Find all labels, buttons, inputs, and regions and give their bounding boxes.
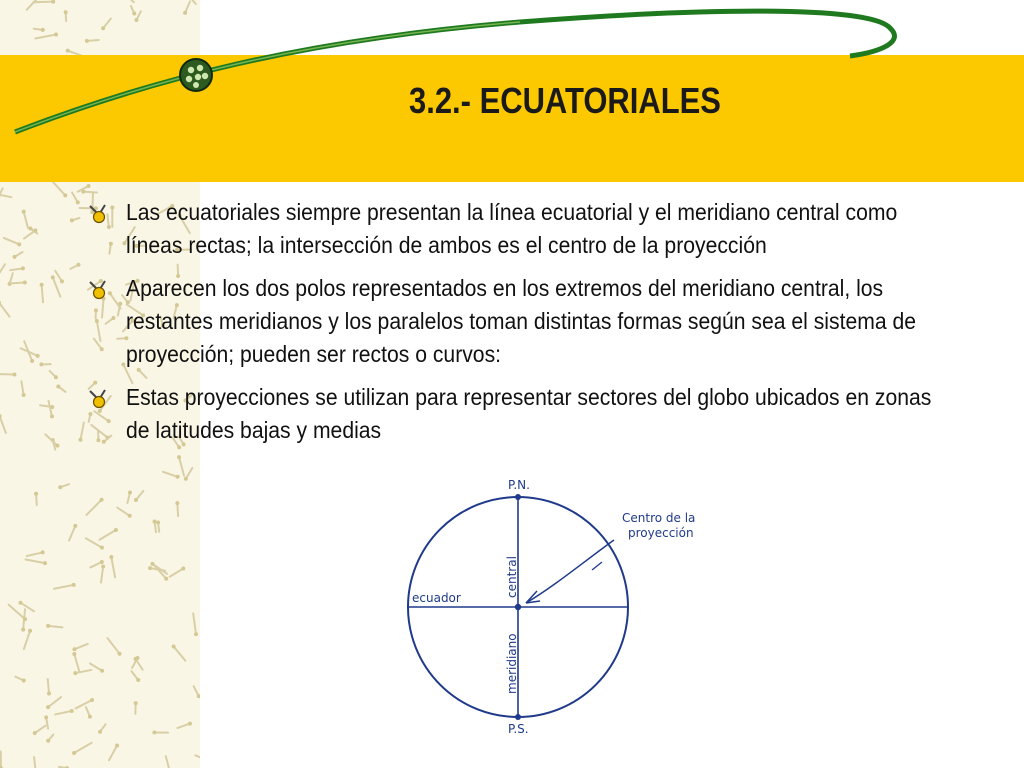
orb-icon	[180, 59, 212, 91]
north-pole-label: P.N.	[508, 478, 530, 492]
projection-diagram	[396, 470, 756, 766]
south-pole-point	[515, 714, 521, 720]
arrow-head-icon	[526, 591, 540, 603]
bullet-text: Estas proyecciones se utilizan para representar sectores del globo ubicados en zonas de latitudes bajas y medias	[126, 384, 932, 443]
meridian-top-label: central	[505, 556, 519, 598]
bullet-item	[88, 272, 968, 371]
bullet-item	[88, 196, 968, 262]
meridian-bottom-label: meridiano	[505, 633, 519, 694]
bullet-icon	[88, 204, 110, 224]
center-label-line2: proyección	[628, 526, 694, 540]
bullet-icon	[88, 389, 110, 409]
center-label-line1: Centro de la	[622, 511, 696, 525]
arrow-line	[526, 540, 614, 603]
north-pole-point	[515, 494, 521, 500]
center-point	[515, 604, 521, 610]
bullet-text: Aparecen los dos polos representados en los extremos del meridiano central, los restantes meridianos y los paralelos toman distintas formas según sea el sistema de proyección; pueden ser rectos o curvos:	[126, 275, 916, 367]
bullet-item	[88, 381, 968, 447]
arrow-tick	[592, 562, 602, 570]
equator-label: ecuador	[412, 591, 461, 605]
bullet-icon	[88, 280, 110, 300]
south-pole-label: P.S.	[508, 722, 529, 736]
slide-title: 3.2.- ECUATORIALES	[409, 80, 721, 121]
bullet-list	[88, 196, 968, 457]
bullet-text: Las ecuatoriales siempre presentan la línea ecuatorial y el meridiano central como líneas rectas; la intersección de ambos es el centro de la proyección	[126, 199, 898, 258]
